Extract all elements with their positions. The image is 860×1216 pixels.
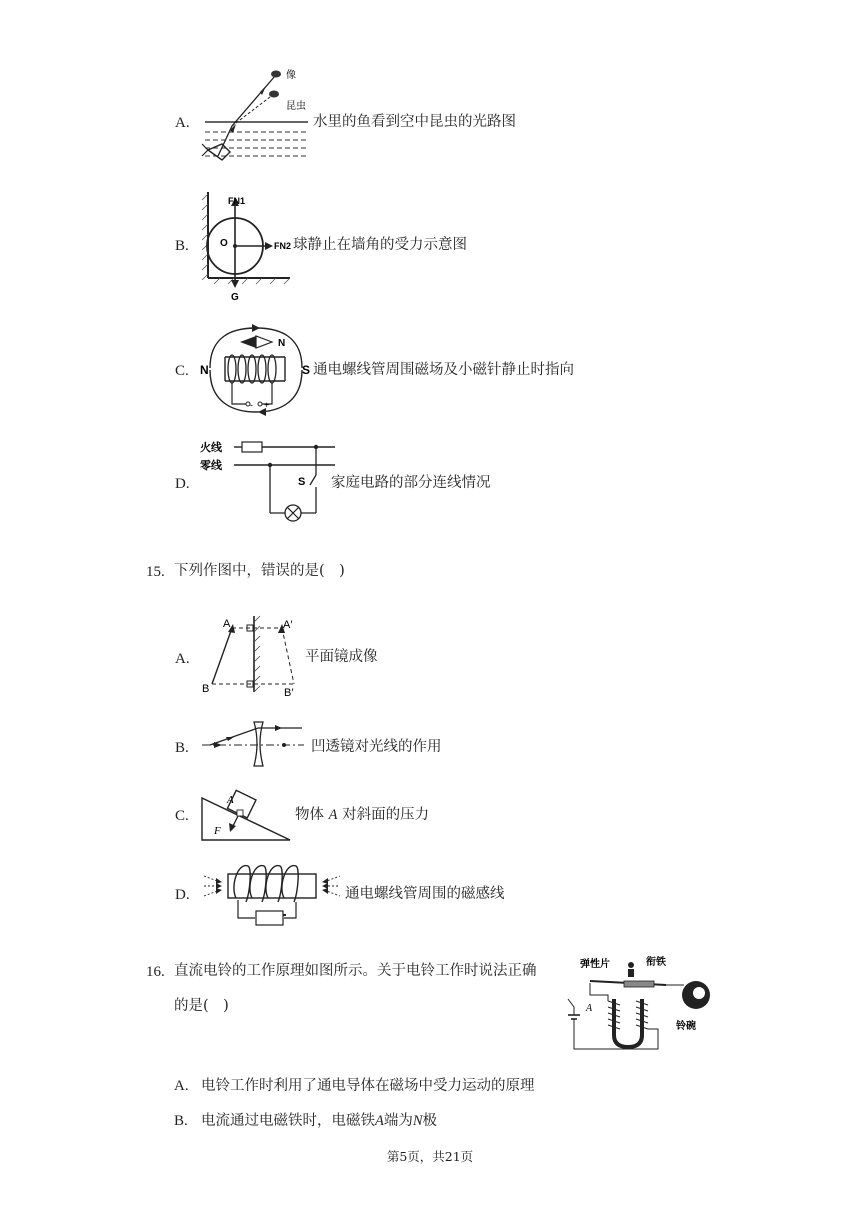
q14-d-live-label: 火线 xyxy=(200,442,222,454)
q15-c-label-force: F xyxy=(214,825,221,837)
q15-option-c-text xyxy=(295,805,429,825)
q16-stem-line1: 直流电铃的工作原理如图所示。关于电铃工作时说法正确 xyxy=(174,963,537,979)
q14-option-c-text: 通电螺线管周围磁场及小磁针静止时指向 xyxy=(313,362,574,378)
page-footer: 第5页，共21页 xyxy=(386,1149,474,1164)
q14-option-b-text: 球静止在墙角的受力示意图 xyxy=(293,237,467,253)
q15-option-b-text: 凹透镜对光线的作用 xyxy=(311,739,442,755)
q16-label-bell: 铃碗 xyxy=(676,1021,696,1032)
q16-electric-bell-figure xyxy=(566,955,712,1053)
q16-option-b-suffix: 极 xyxy=(422,1113,438,1129)
q16-label-armature: 衔铁 xyxy=(646,957,666,968)
q16-number: 16. xyxy=(146,964,165,980)
q14-option-d-text: 家庭电路的部分连线情况 xyxy=(331,475,491,491)
q15-option-c-letter: C. xyxy=(175,808,189,824)
q14-option-c-letter: C. xyxy=(175,363,189,379)
q15-number: 15. xyxy=(146,564,165,580)
q16-option-b-mid: 端为 xyxy=(383,1113,413,1129)
q14-c-plus: + xyxy=(264,400,270,410)
q16-option-b-text xyxy=(201,1111,437,1131)
q14-option-a-letter: A. xyxy=(175,115,190,131)
q15-a-label-a-prime: A′ xyxy=(283,619,293,631)
q15-option-c-text-var: A xyxy=(328,807,338,823)
q15-d-solenoid-figure xyxy=(200,862,345,930)
q14-b-fn2-label: FN2 xyxy=(274,241,292,251)
q15-option-a-letter: A. xyxy=(175,651,190,667)
q16-label-spring: 弹性片 xyxy=(580,959,610,970)
q15-a-label-b-prime: B′ xyxy=(284,687,294,699)
q16-option-b-prefix: 电流通过电磁铁时，电磁铁 xyxy=(201,1113,375,1129)
q14-c-minus: - xyxy=(250,400,253,410)
q16-option-a-text: 电铃工作时利用了通电导体在磁场中受力运动的原理 xyxy=(201,1078,535,1094)
q15-stem: 下列作图中，错误的是( ) xyxy=(174,563,345,579)
q15-a-label-b: B xyxy=(202,683,210,695)
q15-c-label-body: A xyxy=(227,794,234,806)
q15-a-label-a: A xyxy=(223,618,231,630)
q15-option-b-letter: B. xyxy=(175,740,189,756)
q14-d-switch-label: S xyxy=(298,476,306,488)
q15-option-d-text: 通电螺线管周围的磁感线 xyxy=(345,886,505,902)
q14-option-d-letter: D. xyxy=(175,476,190,492)
q14-a-image-label: 像 xyxy=(286,70,296,81)
q14-a-refraction-figure xyxy=(200,64,312,176)
q16-stem-line2: 的是( ) xyxy=(174,998,229,1014)
q16-option-b-letter: B. xyxy=(174,1113,188,1129)
q15-option-c-text-prefix: 物体 xyxy=(295,807,324,823)
q16-option-b-var1: A xyxy=(375,1113,384,1129)
q14-a-insect-label: 昆虫 xyxy=(286,101,306,112)
q14-b-center-label: O xyxy=(220,238,228,249)
q16-label-end-a: A xyxy=(586,1003,593,1014)
q14-d-neutral-label: 零线 xyxy=(200,460,222,472)
q14-c-left-pole: N xyxy=(200,363,209,377)
q14-b-gravity-label: G xyxy=(231,292,239,303)
q16-option-b-var2: N xyxy=(412,1113,423,1129)
q14-c-needle-n: N xyxy=(278,338,286,349)
q15-c-incline-figure xyxy=(200,788,292,844)
q14-option-b-letter: B. xyxy=(175,238,189,254)
q15-b-lens-figure xyxy=(200,718,308,768)
q15-option-d-letter: D. xyxy=(175,887,190,903)
q16-option-a-letter: A. xyxy=(174,1078,189,1094)
q15-a-mirror-figure xyxy=(198,612,304,702)
q14-c-right-pole: S xyxy=(302,363,311,377)
q14-c-solenoid-figure xyxy=(200,320,312,418)
q14-b-fn1-label: FN1 xyxy=(228,196,246,206)
q14-d-circuit-figure xyxy=(200,435,340,525)
q15-option-a-text: 平面镜成像 xyxy=(305,649,378,665)
q14-option-a-text: 水里的鱼看到空中昆虫的光路图 xyxy=(313,114,516,130)
q14-b-force-figure xyxy=(200,190,295,302)
q15-option-c-text-suffix: 对斜面的压力 xyxy=(342,807,430,823)
